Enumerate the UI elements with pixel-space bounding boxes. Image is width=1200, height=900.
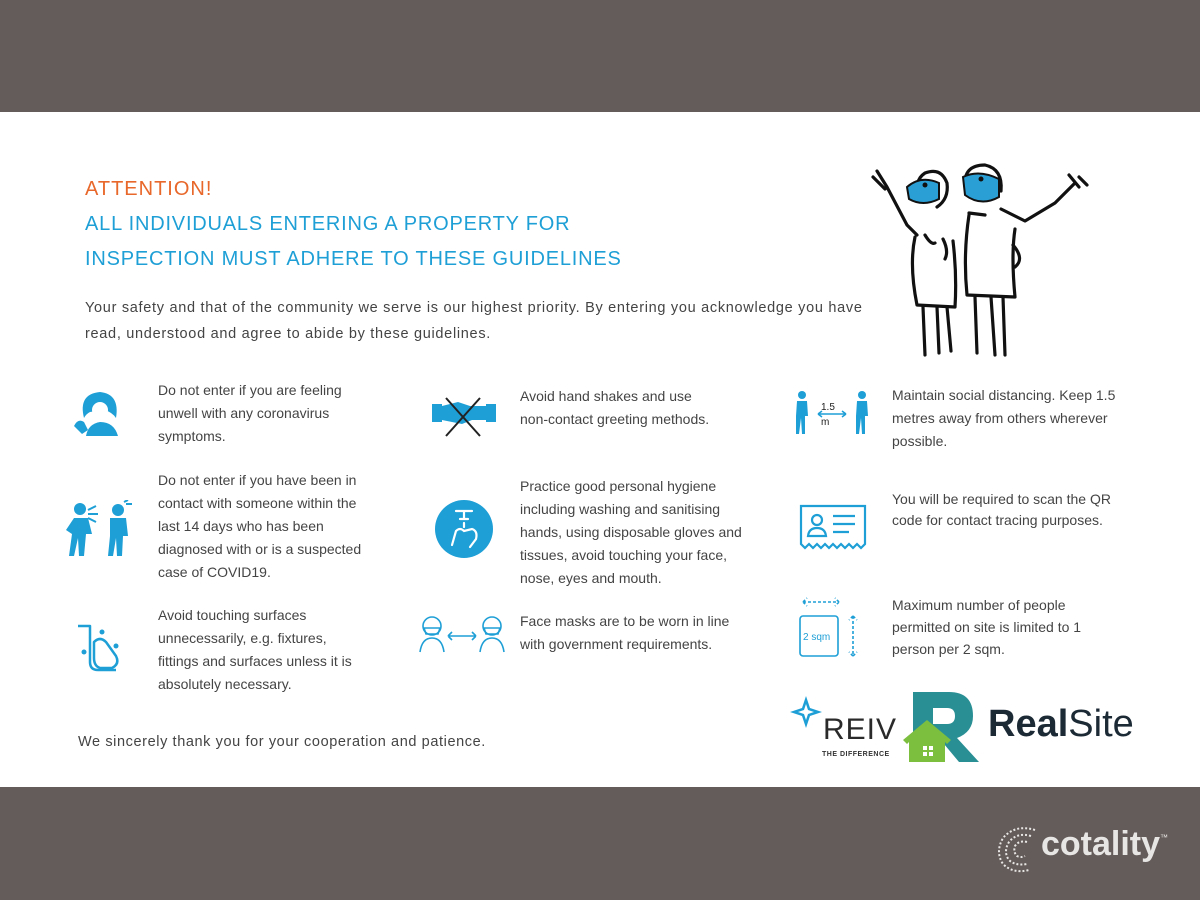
no-handshake-icon [430, 396, 498, 438]
realsite-wordmark-site: Site [1068, 703, 1134, 745]
reiv-wordmark: REIV [823, 713, 898, 746]
reiv-tagline: THE DIFFERENCE [822, 751, 890, 758]
touching-surface-icon [76, 622, 126, 676]
masked-couple-illustration [865, 155, 1095, 365]
cotality-trademark: ™ [1160, 833, 1168, 842]
realsite-wordmark-real: Real [988, 703, 1069, 745]
realsite-wordmark [988, 703, 1134, 746]
cotality-logo-mark [995, 822, 1041, 874]
guideline-unwell-text: Do not enter if you are feeling unwell with any coronavirus symptoms. [158, 382, 342, 444]
guideline-surfaces-text: Avoid touching surfaces unnecessarily, e.g. fixtures, fittings and surfaces unless it is absolutely necessary. [158, 607, 352, 692]
distance-label-bottom: m [821, 417, 830, 428]
guideline-masks-text: Face masks are to be worn in line with government requirements. [520, 613, 730, 652]
face-mask-icon [418, 612, 506, 654]
guideline-qr-text: You will be required to scan the QR code for contact tracing purposes. [892, 491, 1111, 528]
intro-text: Your safety and that of the community we serve is our highest priority. By entering you acknowledge you have read, understood and agree to abide by these guidelines. [85, 300, 863, 342]
cotality-wordmark: cotality [1041, 825, 1161, 863]
top-band [0, 0, 1200, 112]
guideline-handshake-text: Avoid hand shakes and use non-contact greeting methods. [520, 388, 710, 427]
distance-label-top: 1.5 [821, 402, 835, 413]
coughing-contact-icon [66, 500, 136, 558]
sneezing-person-icon [74, 388, 128, 440]
realsite-logo-mark [903, 690, 987, 764]
qr-id-card-icon [797, 504, 869, 550]
guideline-hygiene-text: Practice good personal hygiene including washing and sanitising hands, using disposable gloves and tissues, avoid touching your face, nose, eyes and mouth. [520, 478, 742, 586]
attention-heading: ATTENTION! [85, 178, 213, 200]
thanks-text: We sincerely thank you for your cooperation and patience. [78, 734, 486, 750]
guideline-contact-text: Do not enter if you have been in contact with someone within the last 14 days who has been diagnosed with or is a suspected case of COVID19. [158, 472, 362, 580]
hand-washing-icon [434, 499, 494, 559]
guideline-distancing-text: Maintain social distancing. Keep 1.5 metres away from others wherever possible. [892, 387, 1116, 449]
guideline-capacity-text: Maximum number of people permitted on site is limited to 1 person per 2 sqm. [892, 597, 1082, 657]
heading-line-1: ALL INDIVIDUALS ENTERING A PROPERTY FOR [85, 213, 571, 235]
area-label: 2 sqm [803, 632, 831, 643]
social-distancing-icon [794, 390, 870, 440]
heading-line-2: INSPECTION MUST ADHERE TO THESE GUIDELINES [85, 248, 622, 270]
area-limit-icon [797, 594, 863, 660]
